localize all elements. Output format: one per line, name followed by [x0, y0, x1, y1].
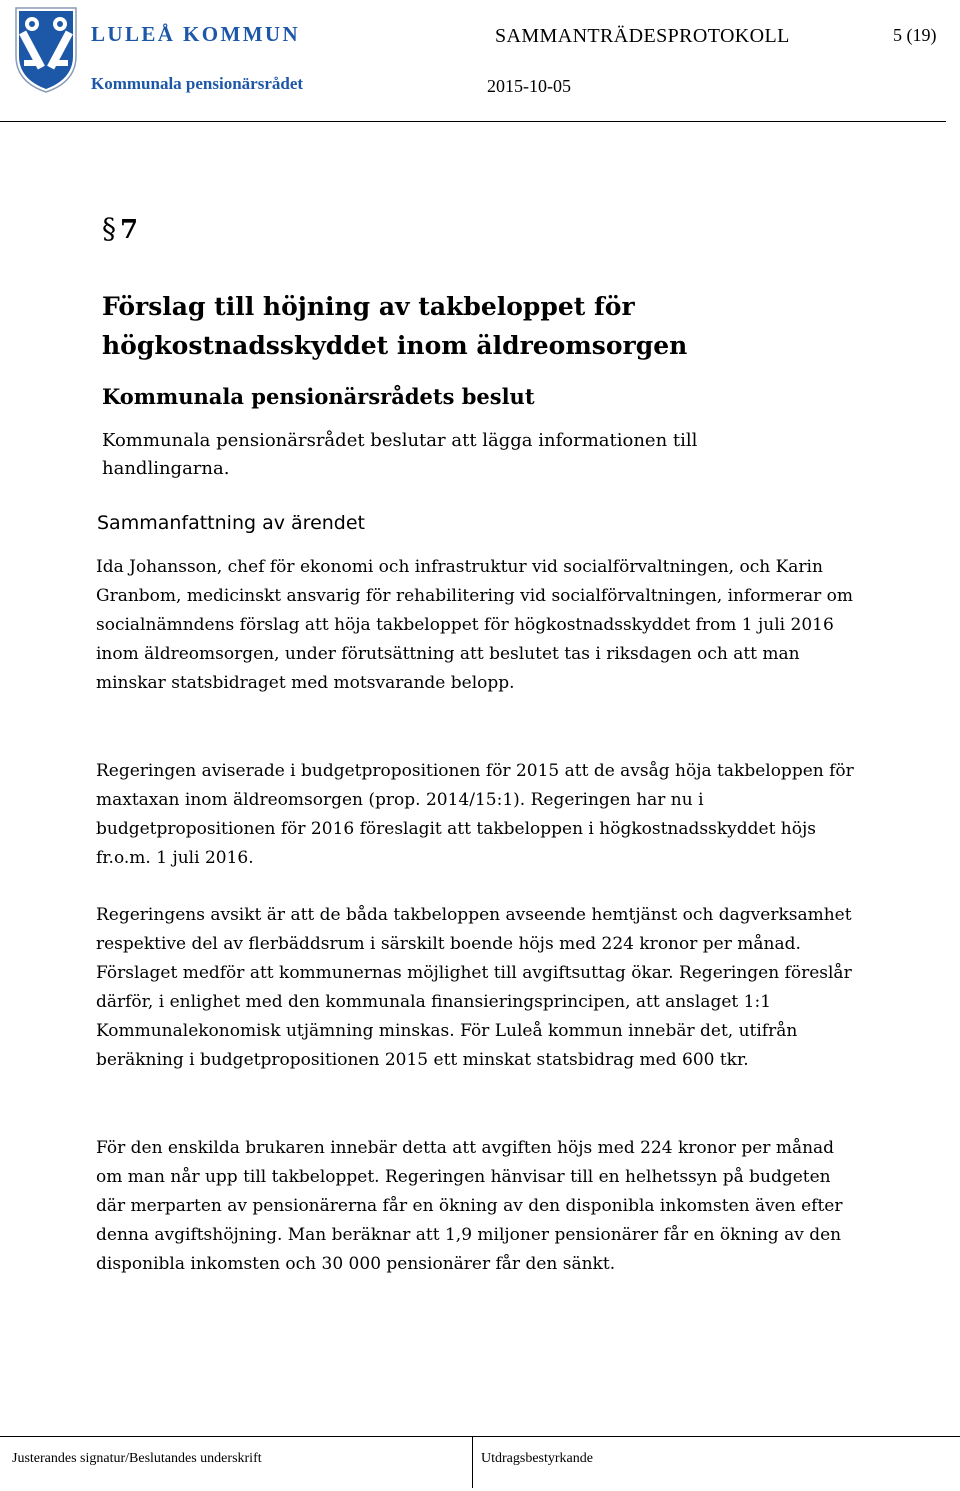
decision-text: Kommunala pensionärsrådet beslutar att lägga informationen till handlingarna.	[102, 430, 698, 479]
summary-paragraph: För den enskilda brukaren innebär detta att avgiften höjs med 224 kronor per månad om man når upp till takbeloppet. Regeringen hänvisar till en helhetssyn på budgeten där merparten av pensionärerna får en ökning av den disponibla inkomsten även efter denna avgiftshöjning. Man beräknar att 1,9 miljoner pensionärer får en ökning av den disponibla inkomsten och 30 000 pensionärer får den sänkt.	[96, 1138, 843, 1274]
certification-field-label: Utdragsbestyrkande	[481, 1451, 593, 1466]
item-title: Förslag till höjning av takbeloppet för högkostnadsskyddet inom äldreomsorgen	[102, 292, 688, 360]
summary-heading: Sammanfattning av ärendet	[97, 512, 365, 534]
page-number: 5 (19)	[893, 25, 937, 45]
summary-paragraph: Regeringen aviserade i budgetpropositionen för 2015 att de avsåg höja takbeloppen för maxtaxan inom äldreomsorgen (prop. 2014/15:1). Regeringen har nu i budgetpropositionen för 2016 föreslagit att takbeloppen i högkostnadsskyddet höjs fr.o.m. 1 juli 2016.	[96, 761, 854, 868]
footer-column-divider	[472, 1436, 473, 1488]
decision-heading: Kommunala pensionärsrådets beslut	[102, 384, 535, 409]
coat-of-arms-logo	[10, 4, 82, 94]
organization-name: LULEÅ KOMMUN	[91, 22, 301, 46]
summary-paragraph: Ida Johansson, chef för ekonomi och infrastruktur vid socialförvaltningen, och Karin Granbom, medicinskt ansvarig för rehabilitering vid socialförvaltningen, informerar om socialnämndens förslag att höja takbeloppet för högkostnadsskyddet from 1 juli 2016 inom äldreomsorgen, under förutsättning att beslutet tas i riksdagen och att man minskar statsbidraget med motsvarande belopp.	[96, 557, 853, 693]
summary-paragraph: Regeringens avsikt är att de båda takbeloppen avseende hemtjänst och dagverksamhet respektive del av flerbäddsrum i särskilt boende höjs med 224 kronor per månad. Förslaget medför att kommunernas möjlighet till avgiftsuttag ökar. Regeringen föreslår därför, i enlighet med den kommunala finansieringsprincipen, att anslaget 1:1 Kommunalekonomisk utjämning minskas. För Luleå kommun innebär det, utifrån beräkning i budgetpropositionen 2015 ett minskat statsbidrag med 600 tkr.	[96, 905, 852, 1070]
meeting-date: 2015-10-05	[487, 76, 571, 96]
section-number	[102, 212, 138, 245]
document-type: SAMMANTRÄDESPROTOKOLL	[495, 25, 790, 47]
signature-field-label: Justerandes signatur/Beslutandes underskrift	[12, 1451, 262, 1466]
footer-divider	[0, 1436, 960, 1437]
header-divider	[0, 121, 946, 122]
page-header	[0, 0, 960, 124]
committee-name: Kommunala pensionärsrådet	[91, 74, 304, 93]
section-number-value: 7	[120, 215, 139, 245]
section-symbol: §	[102, 212, 116, 245]
